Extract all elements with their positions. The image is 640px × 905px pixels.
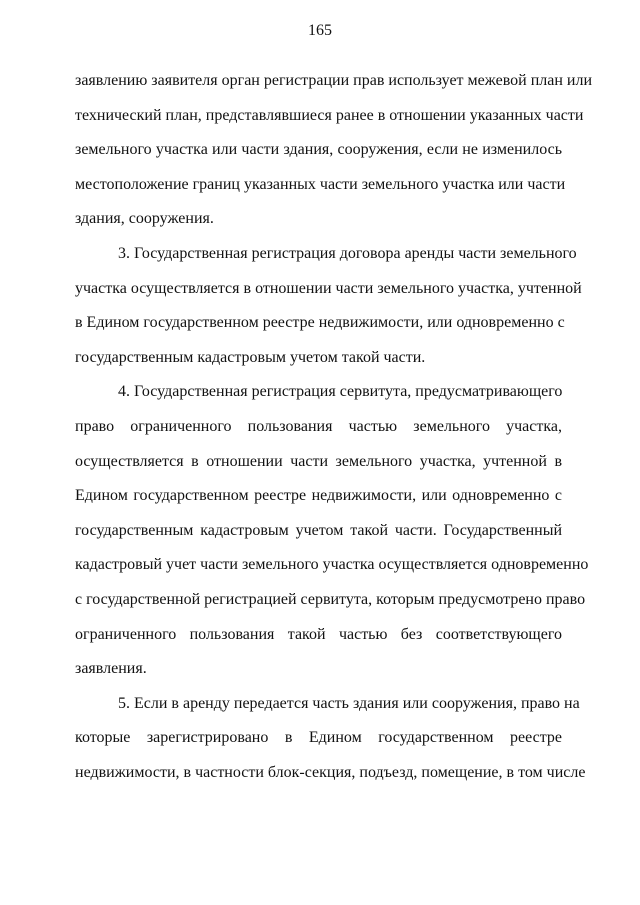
text-line: технический план, представлявшиеся ранее в отношении указанных части <box>75 107 584 124</box>
text-line: заявления. <box>75 660 147 677</box>
text-line: участка осуществляется в отношении части земельного участка, учтенной <box>75 280 582 297</box>
text-line: недвижимости, в частности блок-секция, подъезд, помещение, в том числе <box>75 764 586 781</box>
text-line: которые зарегистрировано в Едином государственном реестре <box>75 729 562 746</box>
text-line: право ограниченного пользования частью земельного участка, <box>75 418 562 435</box>
paragraph-3-start: 3. Государственная регистрация договора аренды части земельного <box>118 245 577 262</box>
text-line: местоположение границ указанных части земельного участка или части <box>75 176 566 193</box>
text-line: здания, сооружения. <box>75 210 214 227</box>
page-number: 165 <box>308 22 332 39</box>
text-line: с государственной регистрацией сервитута, которым предусмотрено право <box>75 591 586 608</box>
text-line: Едином государственном реестре недвижимости, или одновременно с <box>75 487 562 504</box>
text-line: ограниченного пользования такой частью без соответствующего <box>75 626 562 643</box>
paragraph-4-start: 4. Государственная регистрация сервитута, предусматривающего <box>118 383 563 400</box>
text-line: заявлению заявителя орган регистрации прав использует межевой план или <box>75 72 593 89</box>
text-line: государственным кадастровым учетом такой части. Государственный <box>75 522 562 539</box>
paragraph-5-start: 5. Если в аренду передается часть здания или сооружения, право на <box>118 695 580 712</box>
text-line: государственным кадастровым учетом такой части. <box>75 349 426 366</box>
text-line: осуществляется в отношении части земельного участка, учтенной в <box>75 453 562 470</box>
text-line: земельного участка или части здания, сооружения, если не изменилось <box>75 141 562 158</box>
text-line: кадастровый учет части земельного участка осуществляется одновременно <box>75 556 589 573</box>
text-line: в Едином государственном реестре недвижимости, или одновременно с <box>75 314 565 331</box>
